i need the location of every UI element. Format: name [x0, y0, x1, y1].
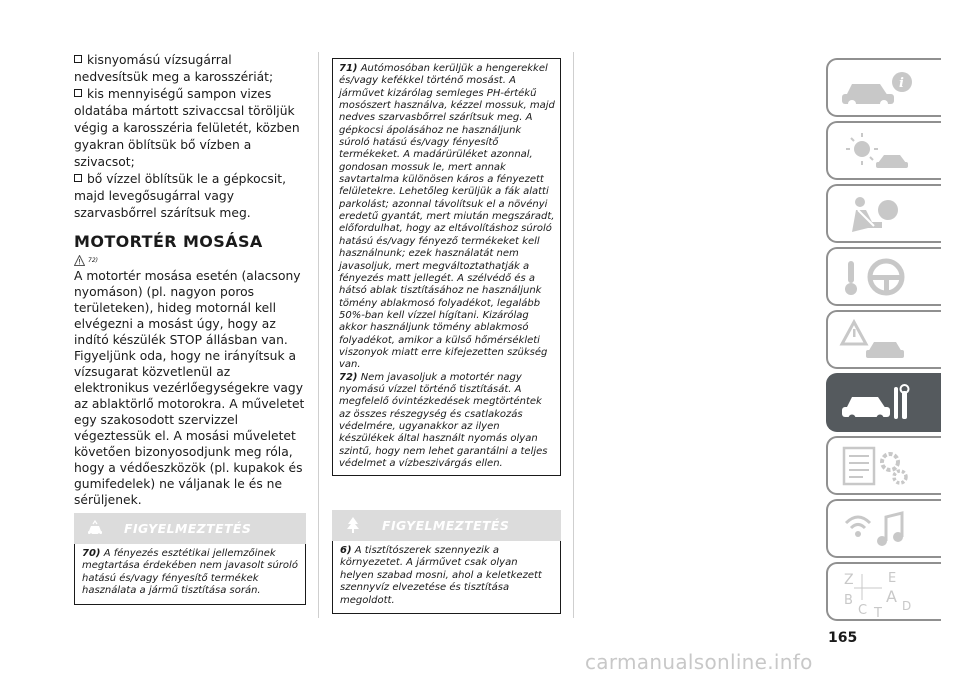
index-letter: Z	[844, 572, 854, 588]
index-letter: A	[886, 587, 897, 606]
column-separator	[573, 52, 574, 618]
note-number: 72)	[339, 371, 358, 383]
alphabet-index-icon	[838, 570, 918, 620]
square-bullet-icon	[74, 89, 82, 97]
bullet-item: bő vízzel öblítsük le a gépkocsit, majd levegősugárral vagy szarvasbőrrel szárítsuk meg.	[74, 172, 286, 220]
index-letter: C	[858, 603, 868, 618]
warning-note	[332, 541, 561, 614]
note-text: A tisztítószerek szennyezik a környezetet. A járművet csak olyan helyen szabad mosni, ahol a keletkezett szennyvíz elvezetése és tisztítása megoldott.	[340, 545, 542, 606]
reference-number: 72)	[88, 256, 98, 264]
tab-technical-data[interactable]	[826, 436, 941, 495]
tab-starting[interactable]	[826, 247, 941, 306]
multimedia-icon	[838, 507, 918, 552]
warning-triangle-icon	[74, 255, 85, 266]
watermark: carmanualsonline.info	[585, 650, 813, 674]
note-text: Nem javasoljuk a motortér nagy nyomású vízzel történő tisztítását. A megfelelő óvintézkedések megtörténtek az összes részegység és csatlakozás védelmére, ugyanakkor az ilyen készülékek által használt nyomás olyan szintű, hogy nem lehet garantálni a teljes védelmet a vízbeszivárgás ellen.	[339, 371, 548, 469]
tab-multimedia[interactable]	[826, 499, 941, 558]
chapter-tabs	[826, 58, 941, 625]
note-text: Autómosóban kerüljük a hengerekkel és/vagy kefékkel történő mosást. A járművet kizárólag semleges PH-értékű mosószert használva, kézzel mossuk, majd nedves szarvasbőrrel szárítsuk meg. A gépkocsi ápolásához ne használjunk súroló hatású és/vagy fényesítő termékeket. A madárürüléket azonnal, gondosan mossuk le, mert annak savtartalma különösen káros a fényezett felületekre. Lehetőleg kerüljük a fák alatti parkolást; azonnal távolítsuk el a növényi eredetű gyantát, mert miután megszáradt, előfordulhat, hogy az eltávolításhoz súroló hatású és/vagy fényező termékeket kell használnunk; ezek használatát nem javasoljuk, mert megváltoztathatják a fényezés matt jellegét. A szélvédő és a hátsó ablak tisztításához ne használjunk tömény ablakmosó folyadékot, legalább 50%-ban kell vízzel hígítani. Kizárólag akkor használjunk tömény ablakmosó folyadékot, amikor a külső hőmérsékleti viszonyok miatt erre kifejezetten szükség van.	[339, 63, 555, 371]
tab-maintenance[interactable]	[826, 373, 941, 432]
warning-note	[74, 544, 306, 605]
index-letter: B	[844, 593, 853, 608]
warning-title: FIGYELMEZTETÉS	[382, 518, 510, 533]
tree-icon	[344, 516, 362, 534]
square-bullet-icon	[74, 55, 82, 63]
page-number: 165	[828, 630, 858, 646]
tab-safety[interactable]	[826, 184, 941, 243]
svg-text:i: i	[899, 76, 904, 91]
index-letter: T	[874, 606, 882, 620]
section-heading: MOTORTÉR MOSÁSA	[74, 232, 263, 251]
bullet-item: kisnyomású vízsugárral nedvesítsük meg a karosszériát;	[74, 53, 274, 84]
airbag-seat-icon	[838, 192, 918, 237]
technical-data-icon	[838, 444, 918, 489]
car-info-icon	[838, 66, 918, 111]
warning-title: FIGYELMEZTETÉS	[124, 521, 252, 536]
warning-banner	[74, 513, 306, 544]
note-number: 70)	[82, 548, 101, 559]
warning-box-1	[74, 513, 306, 605]
square-bullet-icon	[74, 174, 82, 182]
steering-key-icon	[838, 255, 918, 300]
note-text: A fényezés esztétikai jellemzőinek megtartása érdekében nem javasolt súroló hatású és/vagy fényesítő termékek használata a jármű tisztítása során.	[82, 548, 298, 597]
warning-banner	[332, 510, 561, 541]
warning-box-2	[332, 510, 561, 614]
index-letter: E	[888, 571, 897, 586]
bullet-item: kis mennyiségű sampon vizes oldatába mártott szivaccsal töröljük végig a karosszéria felületét, közben gyakran öblítsük bő vízben a szivacsot;	[74, 87, 300, 169]
tab-dashboard[interactable]	[826, 121, 941, 180]
notes-box	[332, 58, 561, 476]
warning-car-icon	[838, 318, 918, 363]
note-72	[339, 372, 555, 471]
car-warning-icon	[86, 519, 104, 537]
body-paragraph: A motortér mosása esetén (alacsony nyomáson) (pl. nagyon poros területeken), hideg motornál kell elvégezni a mosást úgy, hogy az indító készülék STOP állásban van. Figyeljünk oda, hogy ne irányítsuk a vízsugarat közvetlenül az elektronikus vezérlőegységekre vagy az ablaktörlő motorokra. A műveletet egy szakosodott szervizzel végeztessük el. A mosási műveletet követően bizonyosodjunk meg róla, hogy a védőeszközök (pl. kupakok és gumifedelek) ne váljanak le és ne sérüljenek.	[74, 269, 305, 507]
tab-index[interactable]	[826, 562, 941, 621]
column-1	[74, 52, 306, 508]
index-letter: D	[902, 599, 912, 613]
dashboard-lights-icon	[838, 129, 918, 174]
tab-emergency[interactable]	[826, 310, 941, 369]
column-separator	[318, 52, 319, 618]
note-71	[339, 63, 555, 372]
note-number: 6)	[340, 545, 352, 556]
car-wrench-icon	[838, 381, 918, 426]
note-number: 71)	[339, 63, 358, 74]
reference-row	[74, 254, 306, 266]
tab-car-info[interactable]	[826, 58, 941, 117]
